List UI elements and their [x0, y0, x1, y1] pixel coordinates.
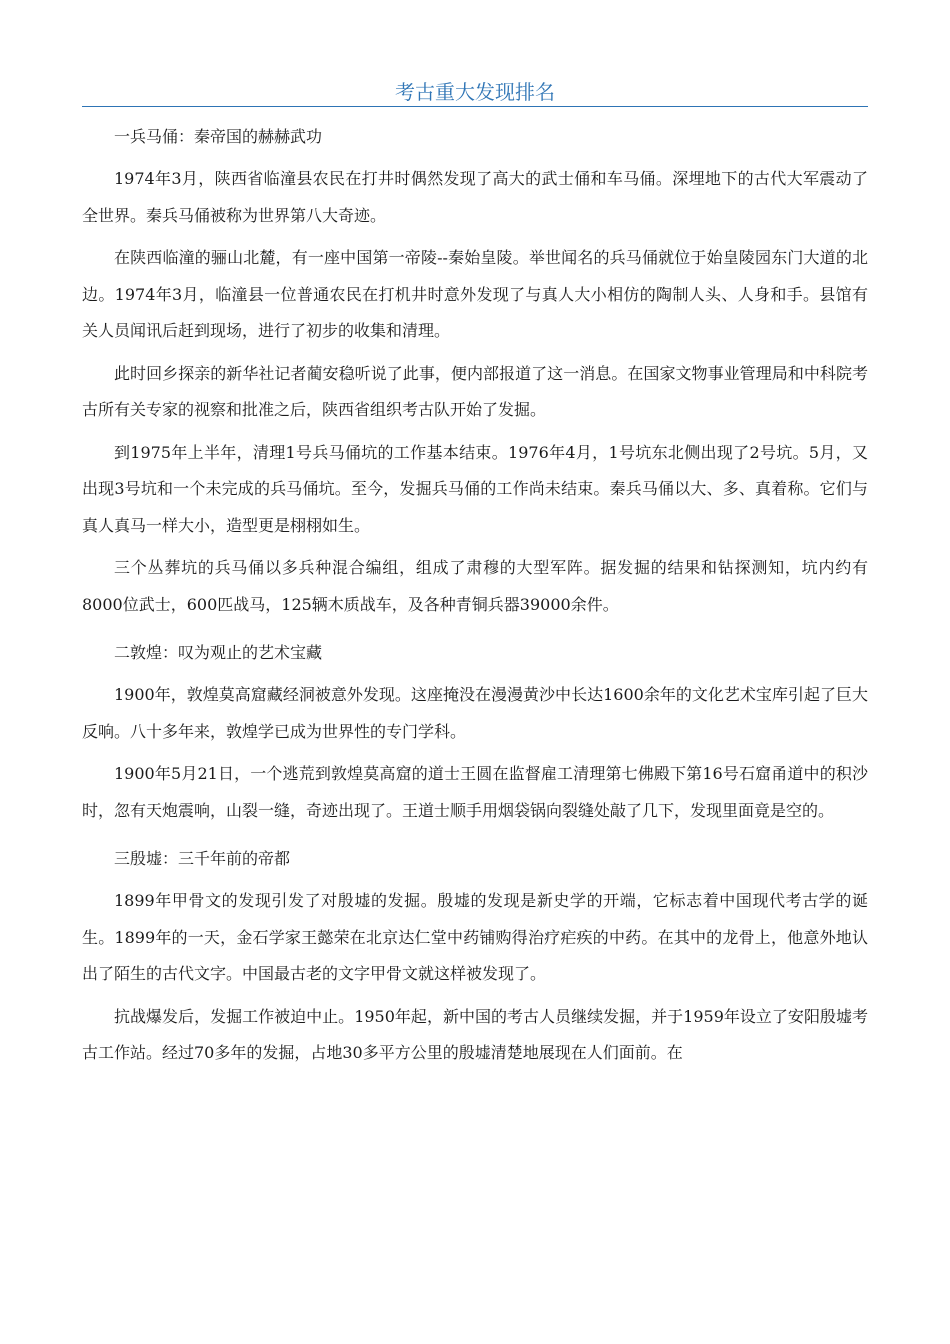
paragraph: 1974年3月，陕西省临潼县农民在打井时偶然发现了高大的武士俑和车马俑。深埋地下的古代大军震动了全世界。秦兵马俑被称为世界第八大奇迹。	[82, 169, 868, 225]
section-heading-terracotta: 一兵马俑：秦帝国的赫赫武功	[114, 127, 323, 146]
section-heading-yinxu: 三殷墟：三千年前的帝都	[114, 849, 291, 868]
document-page	[82, 78, 868, 1072]
paragraph: 此时回乡探亲的新华社记者蔺安稳听说了此事，便内部报道了这一消息。在国家文物事业管理局和中科院考古所有关专家的视察和批准之后，陕西省组织考古队开始了发掘。	[82, 363, 868, 419]
paragraph: 1900年5月21日，一个逃荒到敦煌莫高窟的道士王圆在监督雇工清理第七佛殿下第16号石窟甬道中的积沙时，忽有天炮震响，山裂一缝，奇迹出现了。王道士顺手用烟袋锅向裂缝处敲了几下，发现里面竟是空的。	[82, 764, 868, 820]
paragraph: 1900年，敦煌莫高窟藏经洞被意外发现。这座掩没在漫漫黄沙中长达1600余年的文化艺术宝库引起了巨大反响。八十多年来，敦煌学已成为世界性的专门学科。	[82, 685, 868, 741]
paragraph: 到1975年上半年，清理1号兵马俑坑的工作基本结束。1976年4月，1号坑东北侧出现了2号坑。5月，又出现3号坑和一个未完成的兵马俑坑。至今，发掘兵马俑的工作尚未结束。秦兵马俑以大、多、真着称。它们与真人真马一样大小，造型更是栩栩如生。	[82, 442, 868, 535]
paragraph: 1899年甲骨文的发现引发了对殷墟的发掘。殷墟的发现是新史学的开端，它标志着中国现代考古学的诞生。1899年的一天，金石学家王懿荣在北京达仁堂中药铺购得治疗疟疾的中药。在其中的龙骨上，他意外地认出了陌生的古代文字。中国最古老的文字甲骨文就这样被发现了。	[82, 891, 868, 983]
section-heading-dunhuang: 二敦煌：叹为观止的艺术宝藏	[114, 643, 323, 662]
paragraph: 三个丛葬坑的兵马俑以多兵种混合编组，组成了肃穆的大型军阵。据发掘的结果和钻探测知，坑内约有8000位武士，600匹战马，125辆木质战车，及各种青铜兵器39000余件。	[82, 558, 868, 614]
paragraph: 抗战爆发后，发掘工作被迫中止。1950年起，新中国的考古人员继续发掘，并于1959年设立了安阳殷墟考古工作站。经过70多年的发掘，占地30多平方公里的殷墟清楚地展现在人们面前。在	[82, 1006, 868, 1062]
paragraph: 在陕西临潼的骊山北麓，有一座中国第一帝陵--秦始皇陵。举世闻名的兵马俑就位于始皇陵园东门大道的北边。1974年3月，临潼县一位普通农民在打机井时意外发现了与真人大小相仿的陶制人头、人身和手。县馆有关人员闻讯后赶到现场，进行了初步的收集和清理。	[82, 248, 868, 340]
document-title: 考古重大发现排名	[82, 78, 868, 107]
